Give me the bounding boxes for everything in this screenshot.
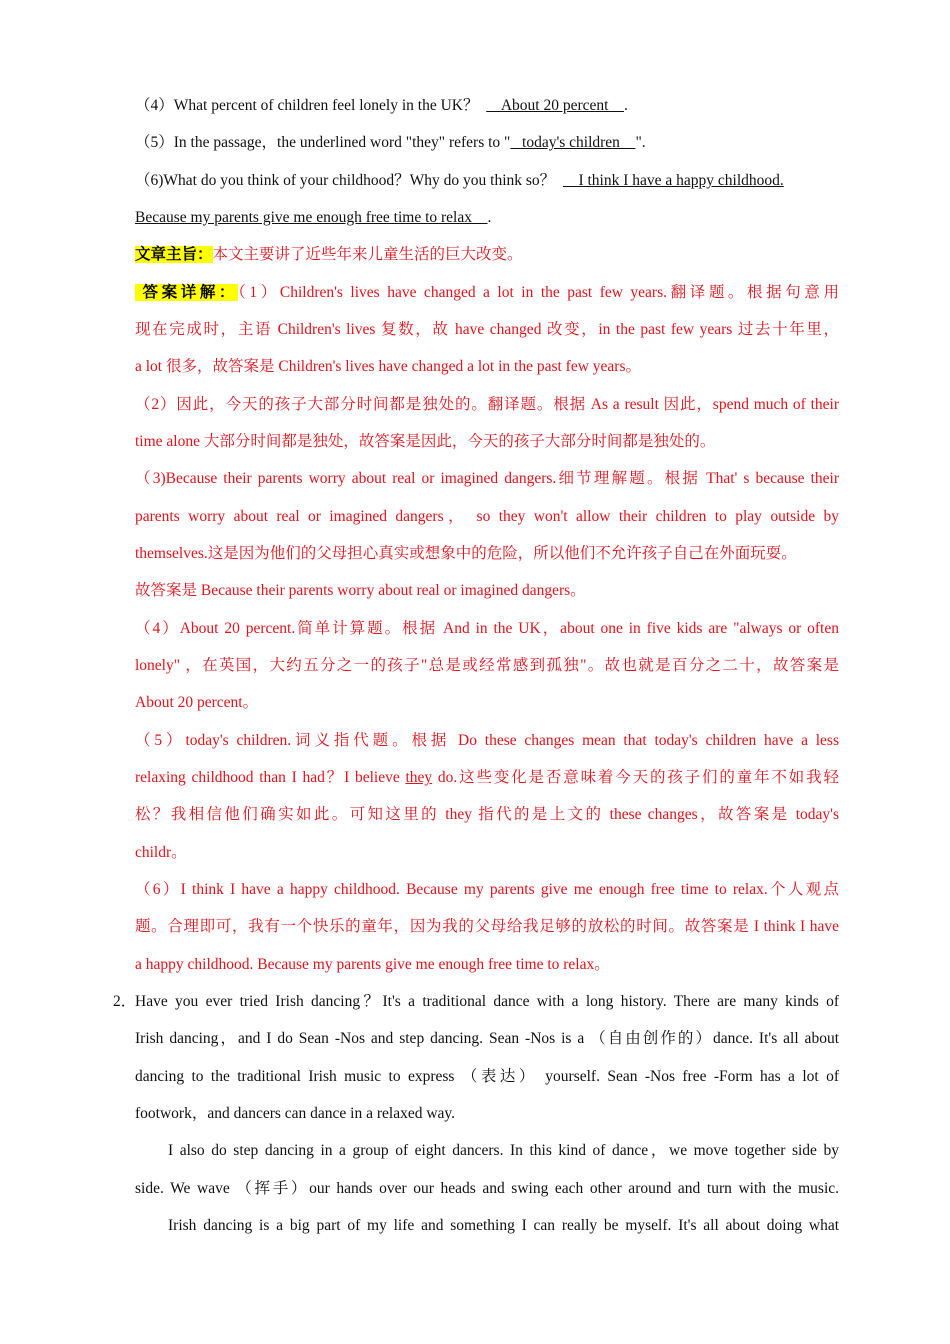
detail-line: time alone 大部分时间都是独处，故答案是因此，今天的孩子大部分时间都是独处的。 [135,433,716,450]
question-5: （5）In the passage，the underlined word "they" refers to " today's children ". [135,134,646,151]
detail-line: （3)Because their parents worry about real or imagined dangers.细节理解题。根据 That' s because their [135,470,839,487]
question-6: （6)What do you think of your childhood？Why do you think so？ I think I have a happy childhood. [135,172,784,189]
theme-text: 本文主要讲了近些年来儿童生活的巨大改变。 [212,246,523,263]
detail-line: lonely" ，在英国，大约五分之一的孩子"总是或经常感到孤独"。故也就是百分之二十，故答案是 [135,657,839,674]
passage-line: Irish dancing is a big part of my life and something I can really be myself. It's all about doing what [168,1217,839,1234]
detail-line: About 20 percent。 [135,694,259,711]
detail-line: （5）today's children.词义指代题。根据 Do these changes mean that today's children have a less [135,732,839,749]
detail-line: 故答案是 Because their parents worry about real or imagined dangers。 [135,582,586,599]
answer-blank: About 20 percent [486,97,624,114]
question-4: （4）What percent of children feel lonely in the UK？ About 20 percent . [135,97,628,114]
detail-line: a happy childhood. Because my parents give me enough free time to relax。 [135,956,610,973]
detail-line: （2）因此，今天的孩子大部分时间都是独处的。翻译题。根据 As a result 因此，spend much of their [135,396,839,413]
detail-line: 题。合理即可，我有一个快乐的童年，因为我的父母给我足够的放松的时间。故答案是 I think I have [135,918,839,935]
details-label: 答案详解： [135,284,239,301]
passage-line: I also do step dancing in a group of eight dancers. In this kind of dance，we move together side by [168,1142,839,1159]
passage-line: Have you ever tried Irish dancing？It's a traditional dance with a long history. There are many kinds of [135,993,839,1010]
answer-blank: today's children [510,134,636,151]
answer-blank: Because my parents give me enough free time to relax [135,209,488,226]
answer-blank: I think I have a happy childhood. [562,172,784,189]
question-6-cont: Because my parents give me enough free time to relax . [135,209,492,226]
detail-line: 现在完成时，主语 Children's lives 复数，故 have changed 改变，in the past few years 过去十年里， [135,321,839,338]
passage-line: side. We wave （挥手）our hands over our heads and swing each other around and turn with the music. [135,1180,839,1197]
passage-line: Irish dancing，and I do Sean -Nos and step dancing. Sean -Nos is a （自由创作的）dance. It's all about [135,1030,839,1047]
detail-line: （4）About 20 percent.简单计算题。根据 And in the UK，about one in five kids are "always or often [135,620,839,637]
detail-line: a lot 很多，故答案是 Children's lives have changed a lot in the past few years。 [135,358,641,375]
detail-line: parents worry about real or imagined dangers， so they won't allow their children to play outside by [135,508,839,525]
theme-label: 文章主旨： [135,246,213,263]
detail-line: relaxing childhood than I had？I believe they do.这些变化是否意味着今天的孩子们的童年不如我轻 [135,769,839,786]
question-number: 2． [113,993,137,1010]
theme-line [135,242,839,268]
detail-line: （6）I think I have a happy childhood. Because my parents give me enough free time to relax.个人观点 [135,881,839,898]
detail-line: 答案详解：（1）Children's lives have changed a lot in the past few years.翻译题。根据句意用 [135,284,839,301]
detail-line: childr。 [135,844,187,861]
detail-line: 松？我相信他们确实如此。可知这里的 they 指代的是上文的 these changes，故答案是 today's [135,806,839,823]
underlined-they: they [405,769,433,786]
detail-line: themselves.这是因为他们的父母担心真实或想象中的危险，所以他们不允许孩子自己在外面玩耍。 [135,545,797,562]
passage-line: dancing to the traditional Irish music to express （表达） yourself. Sean -Nos free -Form has a lot of [135,1068,839,1085]
passage-line: footwork，and dancers can dance in a relaxed way. [135,1105,456,1122]
